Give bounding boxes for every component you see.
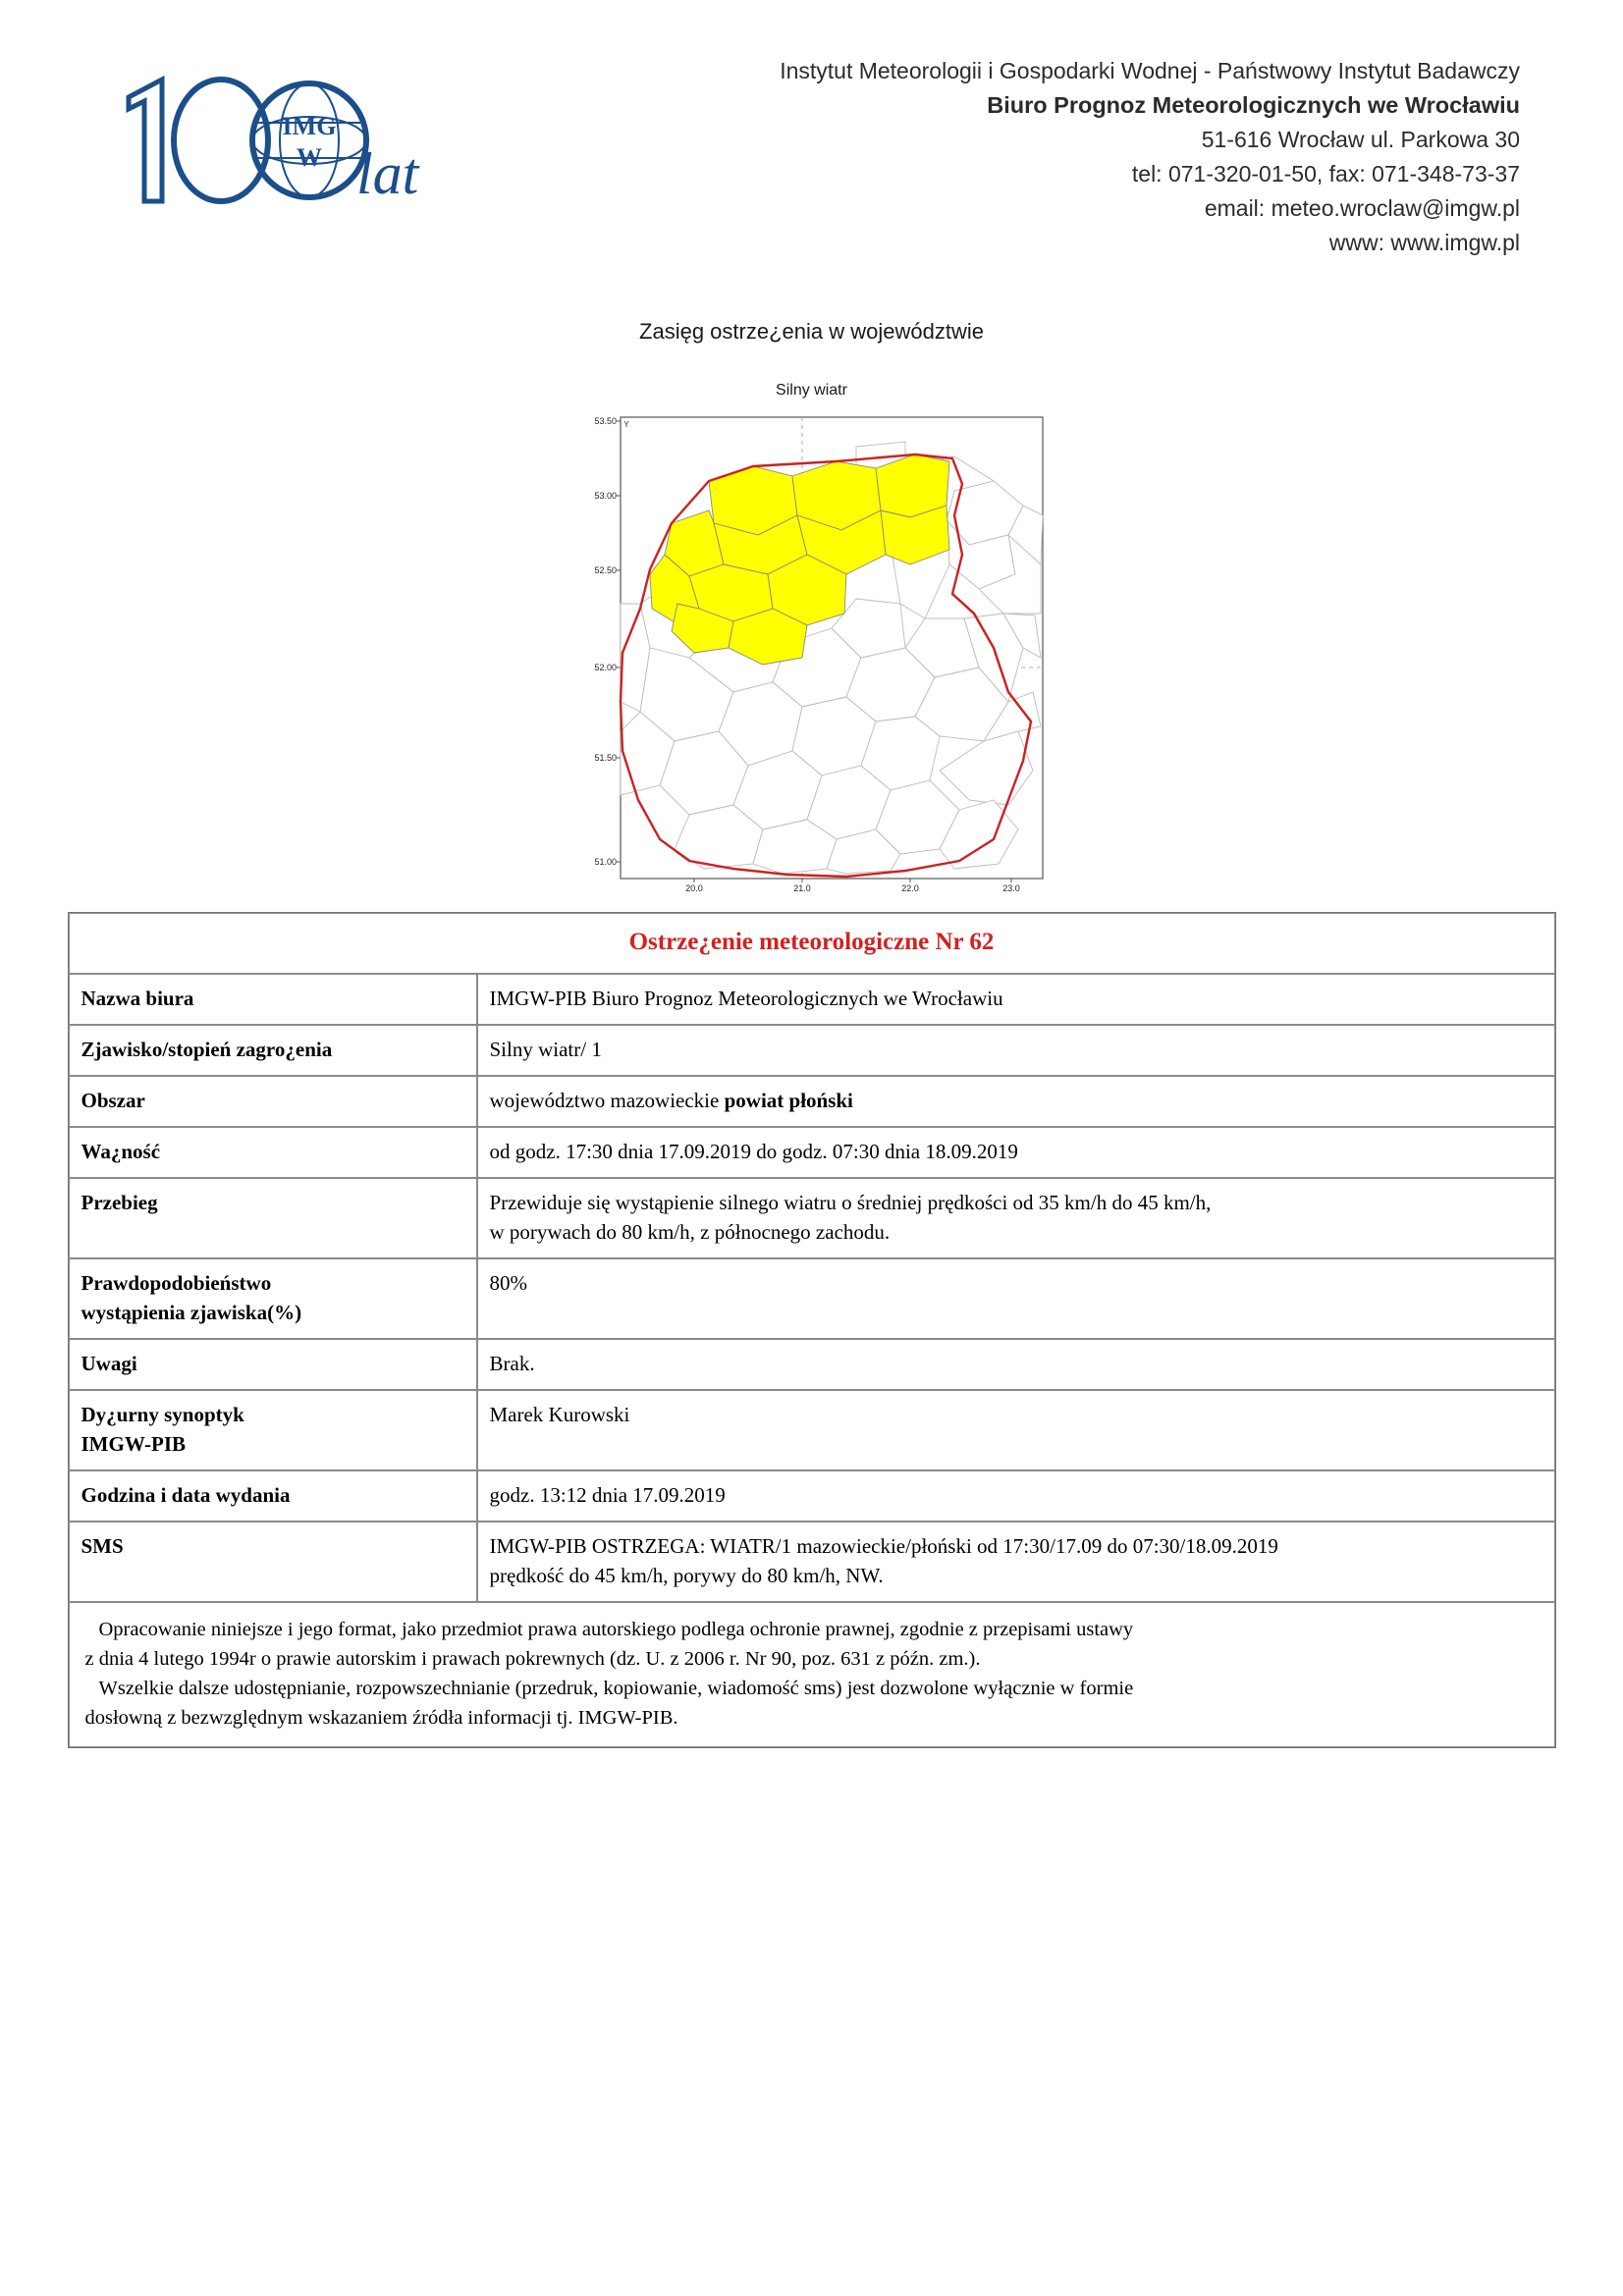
imgw-logo — [93, 54, 515, 221]
svg-text:53.00: 53.00 — [593, 491, 617, 501]
row-label-synoptician — [69, 1390, 477, 1470]
svg-text:53.50: 53.50 — [593, 416, 617, 426]
row-value-synoptician: Marek Kurowski — [477, 1390, 1555, 1470]
probability-label-line-2: wystąpienia zjawiska(%) — [81, 1301, 302, 1324]
table-row — [69, 1025, 1555, 1076]
document-header — [0, 0, 1623, 260]
area-district: powiat płoński — [724, 1089, 853, 1112]
row-value-remarks: Brak. — [477, 1339, 1555, 1390]
svg-text:Y: Y — [622, 420, 629, 429]
row-value-sms — [477, 1522, 1555, 1602]
table-row — [69, 1127, 1555, 1178]
table-row — [69, 1390, 1555, 1470]
row-label-issue-time: Godzina i data wydania — [69, 1470, 477, 1522]
row-value-issue-time: godz. 13:12 dnia 17.09.2019 — [477, 1470, 1555, 1522]
row-value-area — [477, 1076, 1555, 1127]
table-title-row — [69, 913, 1555, 974]
svg-text:W: W — [297, 143, 322, 172]
svg-text:IMG: IMG — [282, 112, 337, 140]
course-line-1: Przewiduje się wystąpienie silnego wiatru o średniej prędkości od 35 km/h do 45 km/h, — [489, 1191, 1212, 1214]
row-value-phenomenon: Silny wiatr/ 1 — [477, 1025, 1555, 1076]
row-value-office-name: IMGW-PIB Biuro Prognoz Meteorologicznych we Wrocławiu — [477, 974, 1555, 1025]
row-label-validity: Wa¿ność — [69, 1127, 477, 1178]
svg-text:51.00: 51.00 — [593, 857, 617, 867]
probability-label-line-1: Prawdopodobieństwo — [81, 1271, 272, 1295]
table-row — [69, 1522, 1555, 1602]
copyright-line-4: dosłowną z bezwzględnym wskazaniem źródła informacji tj. IMGW-PIB. — [84, 1707, 678, 1729]
warning-area-map — [562, 407, 1062, 898]
synoptician-label-line-1: Dy¿urny synoptyk — [81, 1403, 244, 1426]
row-label-remarks: Uwagi — [69, 1339, 477, 1390]
copyright-line-1: Opracowanie niniejsze i jego format, jako przedmiot prawa autorskiego podlega ochronie prawnej, zgodnie z przepisami ustawy — [98, 1619, 1134, 1640]
row-value-validity: od godz. 17:30 dnia 17.09.2019 do godz. 07:30 dnia 18.09.2019 — [477, 1127, 1555, 1178]
svg-text:22.0: 22.0 — [900, 883, 919, 893]
warning-title: Ostrze¿enie meteorologiczne Nr 62 — [69, 913, 1555, 974]
row-label-sms: SMS — [69, 1522, 477, 1602]
table-row — [69, 1178, 1555, 1258]
svg-text:lat: lat — [356, 141, 419, 206]
copyright-line-2: z dnia 4 lutego 1994r o prawie autorskim i prawach pokrewnych (dz. U. z 2006 r. Nr 90, poz. 631 z późn. zm.). — [84, 1648, 981, 1670]
row-label-probability — [69, 1258, 477, 1339]
meteorological-warning-table — [68, 912, 1556, 1748]
copyright-row — [69, 1602, 1555, 1747]
table-row — [69, 1076, 1555, 1127]
svg-text:23.0: 23.0 — [1001, 883, 1020, 893]
table-row — [69, 1339, 1555, 1390]
sms-line-1: IMGW-PIB OSTRZEGA: WIATR/1 mazowieckie/płoński od 17:30/17.09 do 07:30/18.09.2019 — [489, 1534, 1278, 1558]
header-contact-block — [515, 54, 1530, 260]
row-label-course: Przebieg — [69, 1178, 477, 1258]
svg-text:51.50: 51.50 — [593, 753, 617, 763]
map-section — [0, 319, 1623, 898]
row-label-phenomenon: Zjawisko/stopień zagro¿enia — [69, 1025, 477, 1076]
area-region: województwo mazowieckie — [489, 1089, 725, 1112]
map-title: Silny wiatr — [776, 382, 847, 399]
copyright-note — [69, 1602, 1555, 1747]
phone-fax: tel: 071-320-01-50, fax: 071-348-73-37 — [1131, 161, 1520, 187]
website: www: www.imgw.pl — [1328, 230, 1520, 255]
svg-text:20.0: 20.0 — [684, 883, 703, 893]
table-row — [69, 1258, 1555, 1339]
row-label-office-name: Nazwa biura — [69, 974, 477, 1025]
copyright-line-3: Wszelkie dalsze udostępnianie, rozpowszechnianie (przedruk, kopiowanie, wiadomość sms) jest dozwolone wyłącznie w formie — [98, 1678, 1134, 1699]
row-label-area: Obszar — [69, 1076, 477, 1127]
svg-text:52.50: 52.50 — [593, 565, 617, 575]
table-row — [69, 974, 1555, 1025]
table-row — [69, 1470, 1555, 1522]
office-name: Biuro Prognoz Meteorologicznych we Wrocławiu — [987, 92, 1520, 118]
institute-name: Instytut Meteorologii i Gospodarki Wodnej - Państwowy Instytut Badawczy — [780, 58, 1520, 83]
svg-text:21.0: 21.0 — [792, 883, 811, 893]
svg-text:52.00: 52.00 — [593, 663, 617, 672]
course-line-2: w porywach do 80 km/h, z północnego zachodu. — [489, 1220, 891, 1244]
row-value-probability: 80% — [477, 1258, 1555, 1339]
sms-line-2: prędkość do 45 km/h, porywy do 80 km/h, NW. — [489, 1564, 884, 1587]
email: email: meteo.wroclaw@imgw.pl — [1204, 195, 1520, 221]
synoptician-label-line-2: IMGW-PIB — [81, 1432, 187, 1456]
row-value-course — [477, 1178, 1555, 1258]
map-caption: Zasięg ostrze¿enia w województwie — [639, 319, 984, 344]
address: 51-616 Wrocław ul. Parkowa 30 — [1201, 127, 1520, 152]
